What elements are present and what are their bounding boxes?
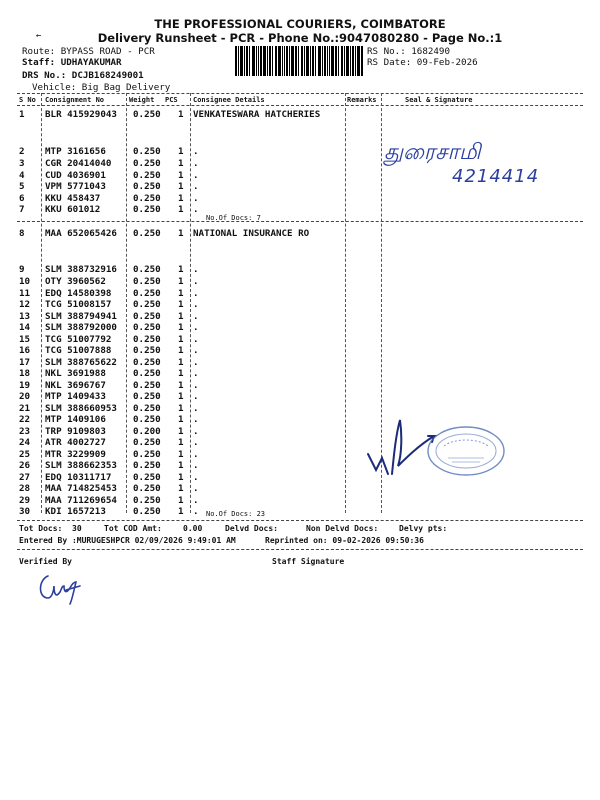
row-weight: 0.250 [133, 193, 161, 204]
row-sno: 4 [19, 170, 25, 181]
row-sno: 19 [19, 380, 31, 391]
row-consignee: . [193, 472, 199, 483]
table-row [0, 322, 600, 334]
row-sno: 12 [19, 299, 31, 310]
table-row [0, 264, 600, 276]
row-pcs: 1 [178, 357, 184, 368]
table-row [0, 276, 600, 288]
row-weight: 0.250 [133, 109, 161, 120]
row-consignee: . [193, 299, 199, 310]
row-weight: 0.250 [133, 403, 161, 414]
docs-count-group1: No.Of Docs: 7 [206, 214, 261, 222]
row-consignment: KKU 601012 [45, 204, 101, 215]
row-sno: 20 [19, 391, 31, 402]
row-weight: 0.250 [133, 472, 161, 483]
row-sno: 13 [19, 311, 31, 322]
row-consignee: VENKATESWARA HATCHERIES [193, 109, 321, 120]
row-consignment: SLM 388792000 [45, 322, 117, 333]
row-weight: 0.250 [133, 334, 161, 345]
col-sno: S No [19, 96, 36, 104]
row-pcs: 1 [178, 204, 184, 215]
row-pcs: 1 [178, 299, 184, 310]
row-weight: 0.250 [133, 391, 161, 402]
row-consignee: . [193, 426, 199, 437]
company-title: THE PROFESSIONAL COURIERS, COIMBATORE [154, 17, 446, 31]
row-consignee: . [193, 146, 199, 157]
row-sno: 6 [19, 193, 25, 204]
row-sno: 17 [19, 357, 31, 368]
row-pcs: 1 [178, 193, 184, 204]
row-pcs: 1 [178, 345, 184, 356]
row-pcs: 1 [178, 506, 184, 517]
table-row [0, 368, 600, 380]
row-pcs: 1 [178, 276, 184, 287]
row-sno: 28 [19, 483, 31, 494]
row-weight: 0.250 [133, 276, 161, 287]
row-consignee: . [193, 158, 199, 169]
row-weight: 0.250 [133, 506, 161, 517]
col-remarks: Remarks [347, 96, 377, 104]
row-sno: 9 [19, 264, 25, 275]
table-row [0, 460, 600, 472]
row-sno: 8 [19, 228, 25, 239]
row-pcs: 1 [178, 403, 184, 414]
row-consignment: MAA 711269654 [45, 495, 117, 506]
row-pcs: 1 [178, 414, 184, 425]
row-consignment: TCG 51008157 [45, 299, 112, 310]
rs-date: RS Date: 09-Feb-2026 [367, 57, 478, 68]
rs-number: RS No.: 1682490 [367, 46, 450, 57]
row-sno: 25 [19, 449, 31, 460]
row-weight: 0.200 [133, 426, 161, 437]
row-consignment: SLM 388794941 [45, 311, 117, 322]
row-weight: 0.250 [133, 228, 161, 239]
row-pcs: 1 [178, 228, 184, 239]
back-arrow-icon: ← [36, 31, 42, 41]
row-consignment: CGR 20414040 [45, 158, 112, 169]
row-consignment: SLM 388660953 [45, 403, 117, 414]
row-consignment: KDI 1657213 [45, 506, 106, 517]
row-weight: 0.250 [133, 345, 161, 356]
row-consignment: MTP 1409433 [45, 391, 106, 402]
row-consignment: SLM 388662353 [45, 460, 117, 471]
row-consignment: MAA 714825453 [45, 483, 117, 494]
row-pcs: 1 [178, 426, 184, 437]
row-pcs: 1 [178, 391, 184, 402]
row-pcs: 1 [178, 483, 184, 494]
table-row [0, 506, 600, 518]
staff-label: Staff: UDHAYAKUMAR [22, 57, 122, 68]
row-sno: 24 [19, 437, 31, 448]
row-sno: 30 [19, 506, 31, 517]
row-sno: 23 [19, 426, 31, 437]
row-weight: 0.250 [133, 181, 161, 192]
row-sno: 22 [19, 414, 31, 425]
delvy-pts-label: Delvy pts: [399, 524, 448, 533]
row-consignee: . [193, 368, 199, 379]
row-sno: 21 [19, 403, 31, 414]
row-consignee: . [193, 437, 199, 448]
row-weight: 0.250 [133, 357, 161, 368]
row-consignment: TCG 51007888 [45, 345, 112, 356]
row-sno: 7 [19, 204, 25, 215]
row-weight: 0.250 [133, 322, 161, 333]
row-consignment: NKL 3696767 [45, 380, 106, 391]
row-pcs: 1 [178, 288, 184, 299]
row-sno: 10 [19, 276, 31, 287]
row-consignee: . [193, 449, 199, 460]
row-pcs: 1 [178, 334, 184, 345]
row-consignment: BLR 415929043 [45, 109, 117, 120]
row-pcs: 1 [178, 495, 184, 506]
row-consignment: MTR 3229909 [45, 449, 106, 460]
tot-cod-label: Tot COD Amt: [104, 524, 162, 533]
row-consignee: . [193, 495, 199, 506]
verified-by-label: Verified By [19, 557, 72, 566]
col-pcs: PCS [165, 96, 178, 104]
handwritten-number: 4214414 [452, 166, 540, 187]
row-consignment: MAA 652065426 [45, 228, 117, 239]
route-label: Route: BYPASS ROAD - PCR [22, 46, 155, 57]
group-rule-1 [17, 221, 583, 222]
row-weight: 0.250 [133, 146, 161, 157]
row-consignment: KKU 458437 [45, 193, 101, 204]
header-bottom-rule [17, 105, 583, 106]
row-pcs: 1 [178, 449, 184, 460]
row-sno: 16 [19, 345, 31, 356]
table-row [0, 146, 600, 158]
row-consignee: . [193, 506, 199, 517]
row-sno: 11 [19, 288, 31, 299]
drs-number: DRS No.: DCJB168249001 [22, 70, 144, 81]
row-consignee: . [193, 414, 199, 425]
verified-signature [36, 570, 86, 606]
row-consignment: TCG 51007792 [45, 334, 112, 345]
row-pcs: 1 [178, 170, 184, 181]
table-row [0, 109, 600, 121]
col-weight: Weight [129, 96, 155, 104]
row-consignment: TRP 9109803 [45, 426, 106, 437]
table-row [0, 228, 600, 240]
row-pcs: 1 [178, 472, 184, 483]
row-sno: 29 [19, 495, 31, 506]
row-sno: 27 [19, 472, 31, 483]
table-row [0, 437, 600, 449]
row-weight: 0.250 [133, 414, 161, 425]
row-weight: 0.250 [133, 368, 161, 379]
table-row [0, 391, 600, 403]
row-weight: 0.250 [133, 204, 161, 215]
row-weight: 0.250 [133, 311, 161, 322]
row-weight: 0.250 [133, 288, 161, 299]
row-consignment: VPM 5771043 [45, 181, 106, 192]
table-row [0, 483, 600, 495]
tot-docs-value: 30 [72, 524, 82, 533]
row-consignee: . [193, 334, 199, 345]
row-weight: 0.250 [133, 495, 161, 506]
staff-signature-label: Staff Signature [272, 557, 345, 566]
row-consignee: . [193, 264, 199, 275]
row-weight: 0.250 [133, 437, 161, 448]
row-weight: 0.250 [133, 380, 161, 391]
row-pcs: 1 [178, 460, 184, 471]
row-pcs: 1 [178, 322, 184, 333]
row-pcs: 1 [178, 437, 184, 448]
docs-count-group2: No.Of Docs: 23 [206, 510, 266, 518]
row-consignee: . [193, 322, 199, 333]
row-sno: 18 [19, 368, 31, 379]
row-pcs: 1 [178, 109, 184, 120]
row-consignment: MTP 1409106 [45, 414, 106, 425]
table-row [0, 204, 600, 216]
col-seal: Seal & Signature [405, 96, 473, 104]
row-sno: 2 [19, 146, 25, 157]
tot-docs-label: Tot Docs: [19, 524, 63, 533]
row-consignment: EDQ 14580398 [45, 288, 112, 299]
table-row [0, 345, 600, 357]
row-pcs: 1 [178, 368, 184, 379]
row-pcs: 1 [178, 158, 184, 169]
row-consignment: SLM 388765622 [45, 357, 117, 368]
row-weight: 0.250 [133, 460, 161, 471]
row-consignee: . [193, 181, 199, 192]
row-consignee: . [193, 288, 199, 299]
row-consignee: . [193, 380, 199, 391]
row-weight: 0.250 [133, 158, 161, 169]
table-row [0, 414, 600, 426]
row-sno: 15 [19, 334, 31, 345]
non-delvd-docs-label: Non Delvd Docs: [306, 524, 379, 533]
row-sno: 3 [19, 158, 25, 169]
row-pcs: 1 [178, 311, 184, 322]
row-consignee: NATIONAL INSURANCE RO [193, 228, 310, 239]
row-consignee: . [193, 357, 199, 368]
row-pcs: 1 [178, 146, 184, 157]
row-consignment: ATR 4002727 [45, 437, 106, 448]
row-sno: 1 [19, 109, 25, 120]
row-consignee: . [193, 403, 199, 414]
runsheet-title: Delivery Runsheet - PCR - Phone No.:9047080280 - Page No.:1 [97, 31, 503, 45]
row-consignment: EDQ 10311717 [45, 472, 112, 483]
vehicle-label: Vehicle: Big Bag Delivery [32, 82, 171, 93]
row-consignee: . [193, 170, 199, 181]
row-weight: 0.250 [133, 264, 161, 275]
row-sno: 14 [19, 322, 31, 333]
row-consignee: . [193, 391, 199, 402]
row-consignment: MTP 3161656 [45, 146, 106, 157]
row-pcs: 1 [178, 264, 184, 275]
header-top-rule [17, 93, 583, 94]
row-consignment: OTY 3960562 [45, 276, 106, 287]
row-weight: 0.250 [133, 483, 161, 494]
tot-cod-value: 0.00 [183, 524, 203, 533]
round-stamp [424, 424, 508, 478]
row-sno: 26 [19, 460, 31, 471]
reprinted-on: Reprinted on: 09-02-2026 09:50:36 [265, 536, 424, 545]
barcode [235, 46, 363, 76]
row-consignee: . [193, 460, 199, 471]
row-consignee: . [193, 193, 199, 204]
row-consignment: NKL 3691988 [45, 368, 106, 379]
row-pcs: 1 [178, 181, 184, 192]
table-row [0, 299, 600, 311]
entered-by: Entered By :MURUGESHPCR 02/09/2026 9:49:01 AM [19, 536, 236, 545]
row-consignment: CUD 4036901 [45, 170, 106, 181]
row-consignment: SLM 388732916 [45, 264, 117, 275]
group-rule-2 [17, 520, 583, 521]
row-weight: 0.250 [133, 299, 161, 310]
row-sno: 5 [19, 181, 25, 192]
handwritten-name: துரைசாமி [384, 140, 481, 165]
row-weight: 0.250 [133, 449, 161, 460]
row-consignee: . [193, 311, 199, 322]
row-consignee: . [193, 276, 199, 287]
row-pcs: 1 [178, 380, 184, 391]
footer-rule [17, 549, 583, 550]
row-consignee: . [193, 483, 199, 494]
row-consignee: . [193, 204, 199, 215]
row-consignee: . [193, 345, 199, 356]
col-consignee: Consignee Details [193, 96, 265, 104]
delvd-docs-label: Delvd Docs: [225, 524, 278, 533]
col-consignment: Consignment No [45, 96, 105, 104]
row-weight: 0.250 [133, 170, 161, 181]
